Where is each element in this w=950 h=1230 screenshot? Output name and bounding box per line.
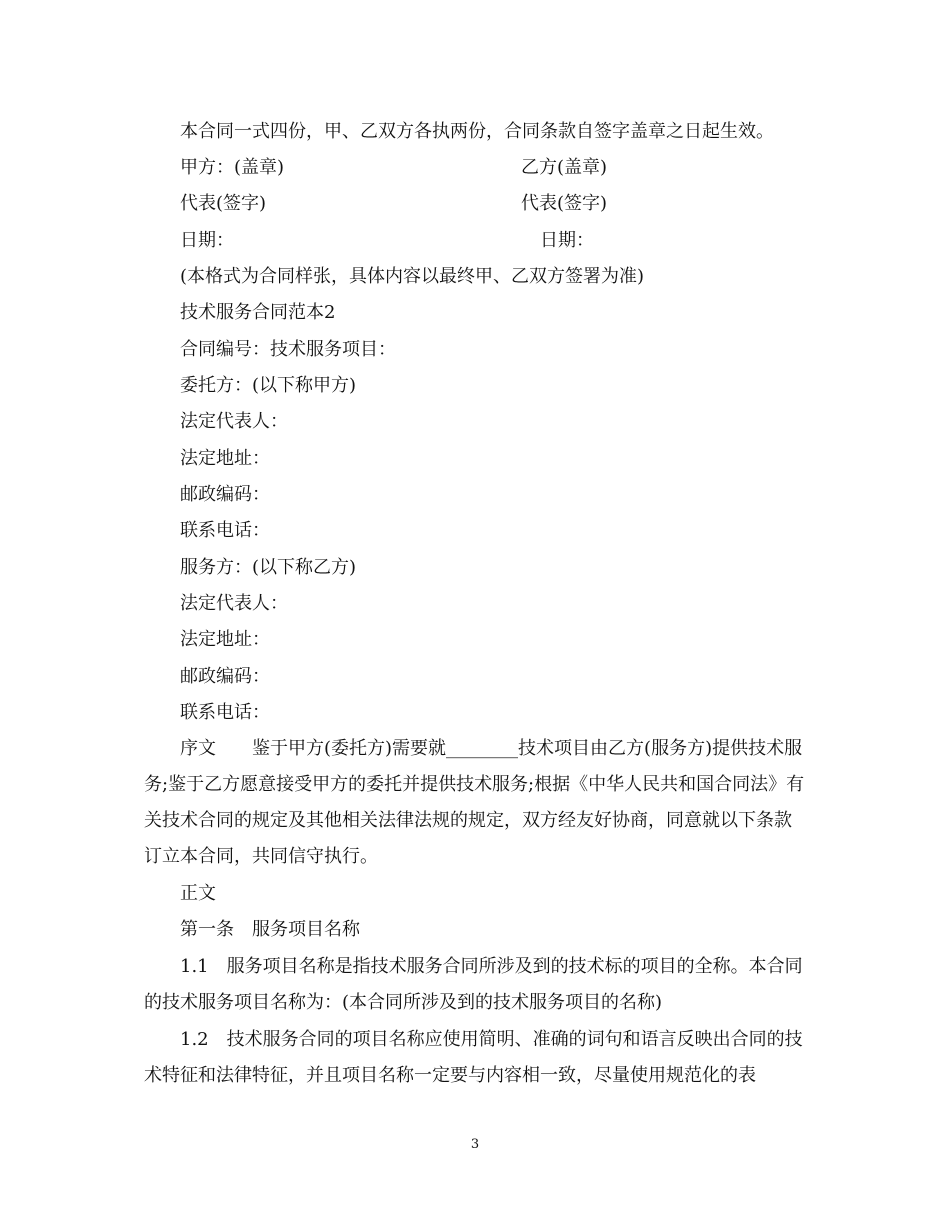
clause-1-2-text: 1.2 技术服务合同的项目名称应使用简明、准确的词句和语言反映出合同的技术特征和法律特征，并且项目名称一定要与内容相一致，尽量使用规范化的表 bbox=[144, 1029, 803, 1086]
client-postcode: 邮政编码： bbox=[180, 484, 270, 505]
provider-legal-rep: 法定代表人： bbox=[180, 593, 288, 614]
preamble-paragraph bbox=[144, 731, 806, 875]
body-heading: 正文 bbox=[180, 883, 216, 904]
client-legal-rep: 法定代表人： bbox=[180, 411, 288, 432]
provider-address: 法定地址： bbox=[180, 629, 270, 650]
preamble-text: 序文 鉴于甲方(委托方)需要就________技术项目由乙方(服务方)提供技术服务;鉴于乙方愿意接受甲方的委托并提供技术服务;根据《中华人民共和国合同法》有关技术合同的规定及其他相关法律法规的规定，双方经友好协商，同意就以下条款订立本合同，共同信守执行。 bbox=[144, 738, 805, 867]
template-note: (本格式为合同样张，具体内容以最终甲、乙双方签署为准) bbox=[180, 266, 645, 287]
party-b-rep-label: 代表(签字) bbox=[521, 193, 608, 214]
clause-1-1-paragraph bbox=[144, 949, 806, 1021]
party-a-seal-label: 甲方：(盖章) bbox=[180, 157, 285, 178]
provider-heading: 服务方：(以下称乙方) bbox=[180, 557, 357, 578]
article-1-title: 第一条 服务项目名称 bbox=[180, 919, 360, 940]
page-number: 3 bbox=[470, 1137, 480, 1152]
client-phone: 联系电话： bbox=[180, 520, 270, 541]
provider-phone: 联系电话： bbox=[180, 702, 270, 723]
client-heading: 委托方：(以下称甲方) bbox=[180, 375, 357, 396]
party-b-seal-label: 乙方(盖章) bbox=[521, 157, 608, 178]
contract-number-line: 合同编号：技术服务项目： bbox=[180, 339, 396, 360]
clause-1-2-paragraph bbox=[144, 1022, 806, 1094]
provider-postcode: 邮政编码： bbox=[180, 666, 270, 687]
party-a-rep-label: 代表(签字) bbox=[180, 193, 267, 214]
client-address: 法定地址： bbox=[180, 448, 270, 469]
effect-clause: 本合同一式四份，甲、乙双方各执两份，合同条款自签字盖章之日起生效。 bbox=[180, 121, 774, 142]
sample-title: 技术服务合同范本2 bbox=[180, 302, 336, 323]
party-a-date-label: 日期： bbox=[180, 230, 234, 251]
party-b-date-label: 日期： bbox=[540, 230, 594, 251]
clause-1-1-text: 1.1 服务项目名称是指技术服务合同所涉及到的技术标的项目的全称。本合同的技术服务项目名称为：(本合同所涉及到的技术服务项目的名称) bbox=[144, 956, 803, 1013]
